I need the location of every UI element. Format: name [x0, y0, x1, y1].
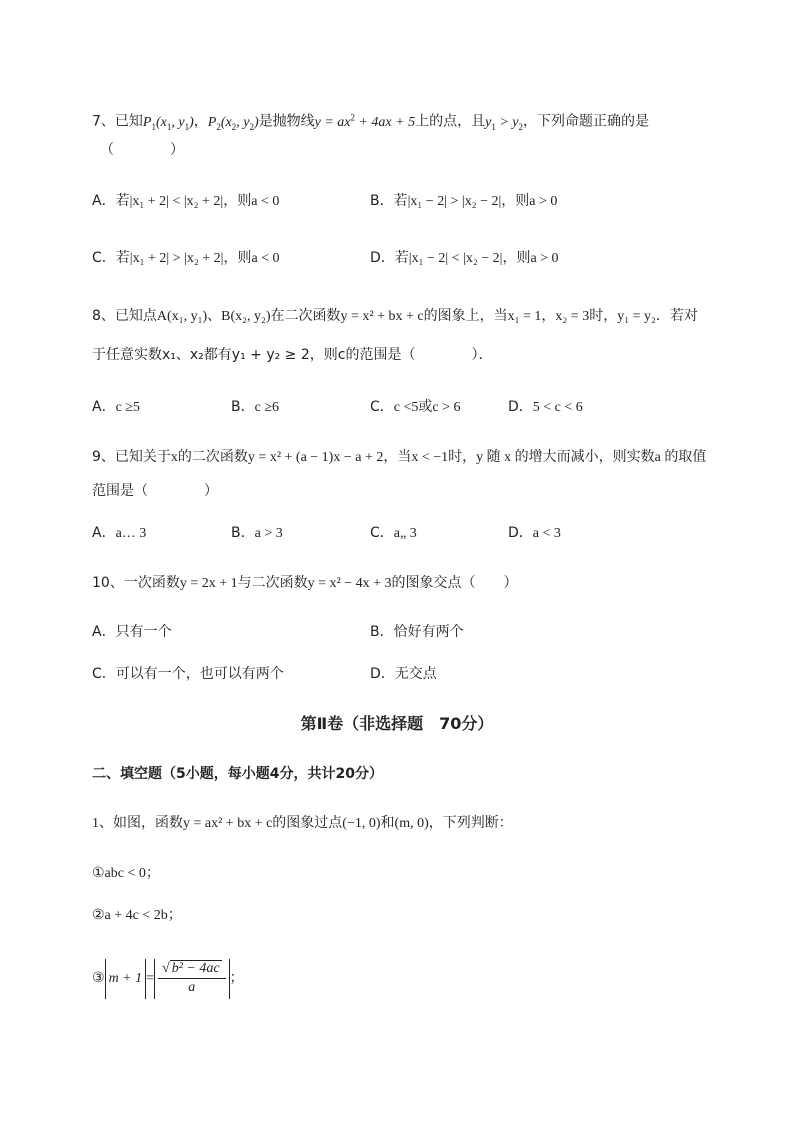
- fill1-stem: [92, 813, 513, 834]
- q10-option-a[interactable]: [92, 622, 172, 642]
- q10-stem: [92, 573, 518, 594]
- option-text: 5 < c < 6: [532, 400, 583, 415]
- abs-left: [105, 959, 147, 999]
- option-text: a„ 3: [393, 526, 417, 541]
- q7-text-c: 上的点，且: [415, 113, 486, 130]
- q7-option-b[interactable]: [370, 191, 557, 212]
- q7-text-b: 是抛物线: [258, 113, 315, 130]
- fraction-denominator: a: [188, 980, 196, 996]
- option-text: c ≥6: [254, 400, 280, 415]
- option-letter: D．: [508, 399, 533, 415]
- option-letter: D．: [370, 250, 395, 266]
- q7-cond: $y_1 > y_2$: [485, 114, 523, 132]
- option-letter: A．: [92, 525, 116, 541]
- option-text: c <5或c > 6: [393, 400, 461, 415]
- option-letter: D．: [508, 525, 533, 541]
- q8-stem-line2: 于任意实数x₁、x₂都有y₁ + y₂ ≥ 2，则c的范围是（ ）．: [92, 347, 493, 363]
- q9-option-c[interactable]: [370, 523, 417, 544]
- part-heading: 二、填空题（5小题，每小题4分，共计20分）: [92, 766, 383, 782]
- q7-parabola: $y = ax^2 + 4ax + 5$: [314, 112, 416, 130]
- q10-number: 10、: [92, 575, 124, 591]
- option-letter: C．: [92, 250, 116, 266]
- sqrt-content: b² − 4ac: [171, 961, 220, 977]
- q10-option-d[interactable]: [370, 664, 437, 684]
- q9-number: 9、: [92, 449, 115, 465]
- option-text: 若|x₁ + 2| > |x₂ + 2|，则a < 0: [115, 251, 280, 266]
- fill1-item2: [92, 905, 182, 926]
- option-letter: B．: [370, 624, 394, 640]
- q9-option-d[interactable]: [508, 523, 561, 544]
- q10-text: 一次函数y = 2x + 1与二次函数y = x² − 4x + 3的图象交点（ ）: [123, 576, 518, 591]
- q7-option-a[interactable]: [92, 191, 279, 212]
- option-text: 若|x₁ + 2| < |x₂ + 2|，则a < 0: [115, 194, 280, 209]
- q10-option-c[interactable]: [92, 664, 284, 684]
- option-text: 恰好有两个: [393, 624, 464, 640]
- option-text: 若|x₁ − 2| < |x₂ − 2|，则a > 0: [394, 251, 559, 266]
- q8-number: 8、: [92, 308, 115, 324]
- option-text: 无交点: [394, 666, 437, 682]
- option-letter: A．: [92, 399, 116, 415]
- fill1-item1: [92, 863, 160, 884]
- q7-point2: $P_2(x_2$, $y_2$): [207, 114, 259, 132]
- option-letter: A．: [92, 624, 116, 640]
- abs-left-expr: m + 1: [108, 971, 143, 986]
- q9-stem-line1: [92, 447, 706, 468]
- option-letter: A．: [92, 193, 116, 209]
- item-end: ；: [229, 970, 244, 986]
- q9-text-1: 已知关于x的二次函数y = x² + (a − 1)x − a + 2，当x < −1时，y 随 x 的增大而减小，则实数a 的取值: [114, 450, 707, 465]
- section-title: 第Ⅱ卷（非选择题 70分）: [300, 714, 494, 733]
- equals-sign: =: [146, 971, 155, 986]
- q7-sep: ，: [193, 113, 208, 130]
- item-text: ②a + 4c < 2b；: [92, 908, 182, 923]
- option-text: 若|x₁ − 2| > |x₂ − 2|，则a > 0: [393, 194, 558, 209]
- option-letter: D．: [370, 666, 395, 682]
- fill1-item3: [92, 958, 244, 999]
- q7-text-a: 已知: [114, 113, 143, 130]
- q8-text-1: 已知点A(x₁, y₁)、B(x₂, y₂)在二次函数y = x² + bx + c的图象上，当x₁ = 1，x₂ = 3时，y₁ = y₂．若对: [114, 309, 698, 324]
- q7-paren: （ ）: [100, 142, 184, 158]
- item-number: ③: [92, 970, 105, 986]
- q8-option-c[interactable]: [370, 397, 461, 418]
- option-letter: C．: [370, 399, 394, 415]
- option-letter: B．: [231, 525, 255, 541]
- q9-stem-line2: 范围是（ ）: [92, 483, 218, 499]
- q7-number: 7、: [92, 113, 115, 130]
- q7-option-c[interactable]: [92, 248, 280, 269]
- fraction-numerator: √ b² − 4ac: [158, 960, 226, 979]
- fraction: [158, 960, 226, 997]
- q8-option-d[interactable]: [508, 397, 583, 418]
- option-text: 只有一个: [115, 624, 172, 640]
- option-letter: B．: [231, 399, 255, 415]
- q7-option-d[interactable]: [370, 248, 559, 269]
- option-letter: C．: [92, 666, 116, 682]
- option-letter: C．: [370, 525, 394, 541]
- q9-option-a[interactable]: [92, 523, 146, 544]
- item-text: ①abc < 0；: [92, 866, 160, 881]
- option-text: 可以有一个，也可以有两个: [115, 666, 284, 682]
- q7-text-d: ，下列命题正确的是: [522, 113, 649, 130]
- q8-option-a[interactable]: [92, 397, 140, 418]
- option-letter: B．: [370, 193, 394, 209]
- q9-option-b[interactable]: [231, 523, 283, 544]
- q7-point1: $P_1(x_1$, $y_1$): [142, 114, 194, 132]
- q8-stem-line1: [92, 306, 698, 327]
- option-text: c ≥5: [115, 400, 140, 415]
- option-text: a > 3: [254, 526, 283, 541]
- option-text: a… 3: [115, 526, 147, 541]
- q7-stem: [92, 107, 649, 136]
- fill1-text: 1、如图，函数y = ax² + bx + c的图象过点(−1, 0)和(m, 0)，下列判断：: [92, 816, 513, 831]
- option-text: a < 3: [532, 526, 561, 541]
- q10-option-b[interactable]: [370, 622, 464, 642]
- q8-option-b[interactable]: [231, 397, 279, 418]
- abs-right: [154, 959, 230, 999]
